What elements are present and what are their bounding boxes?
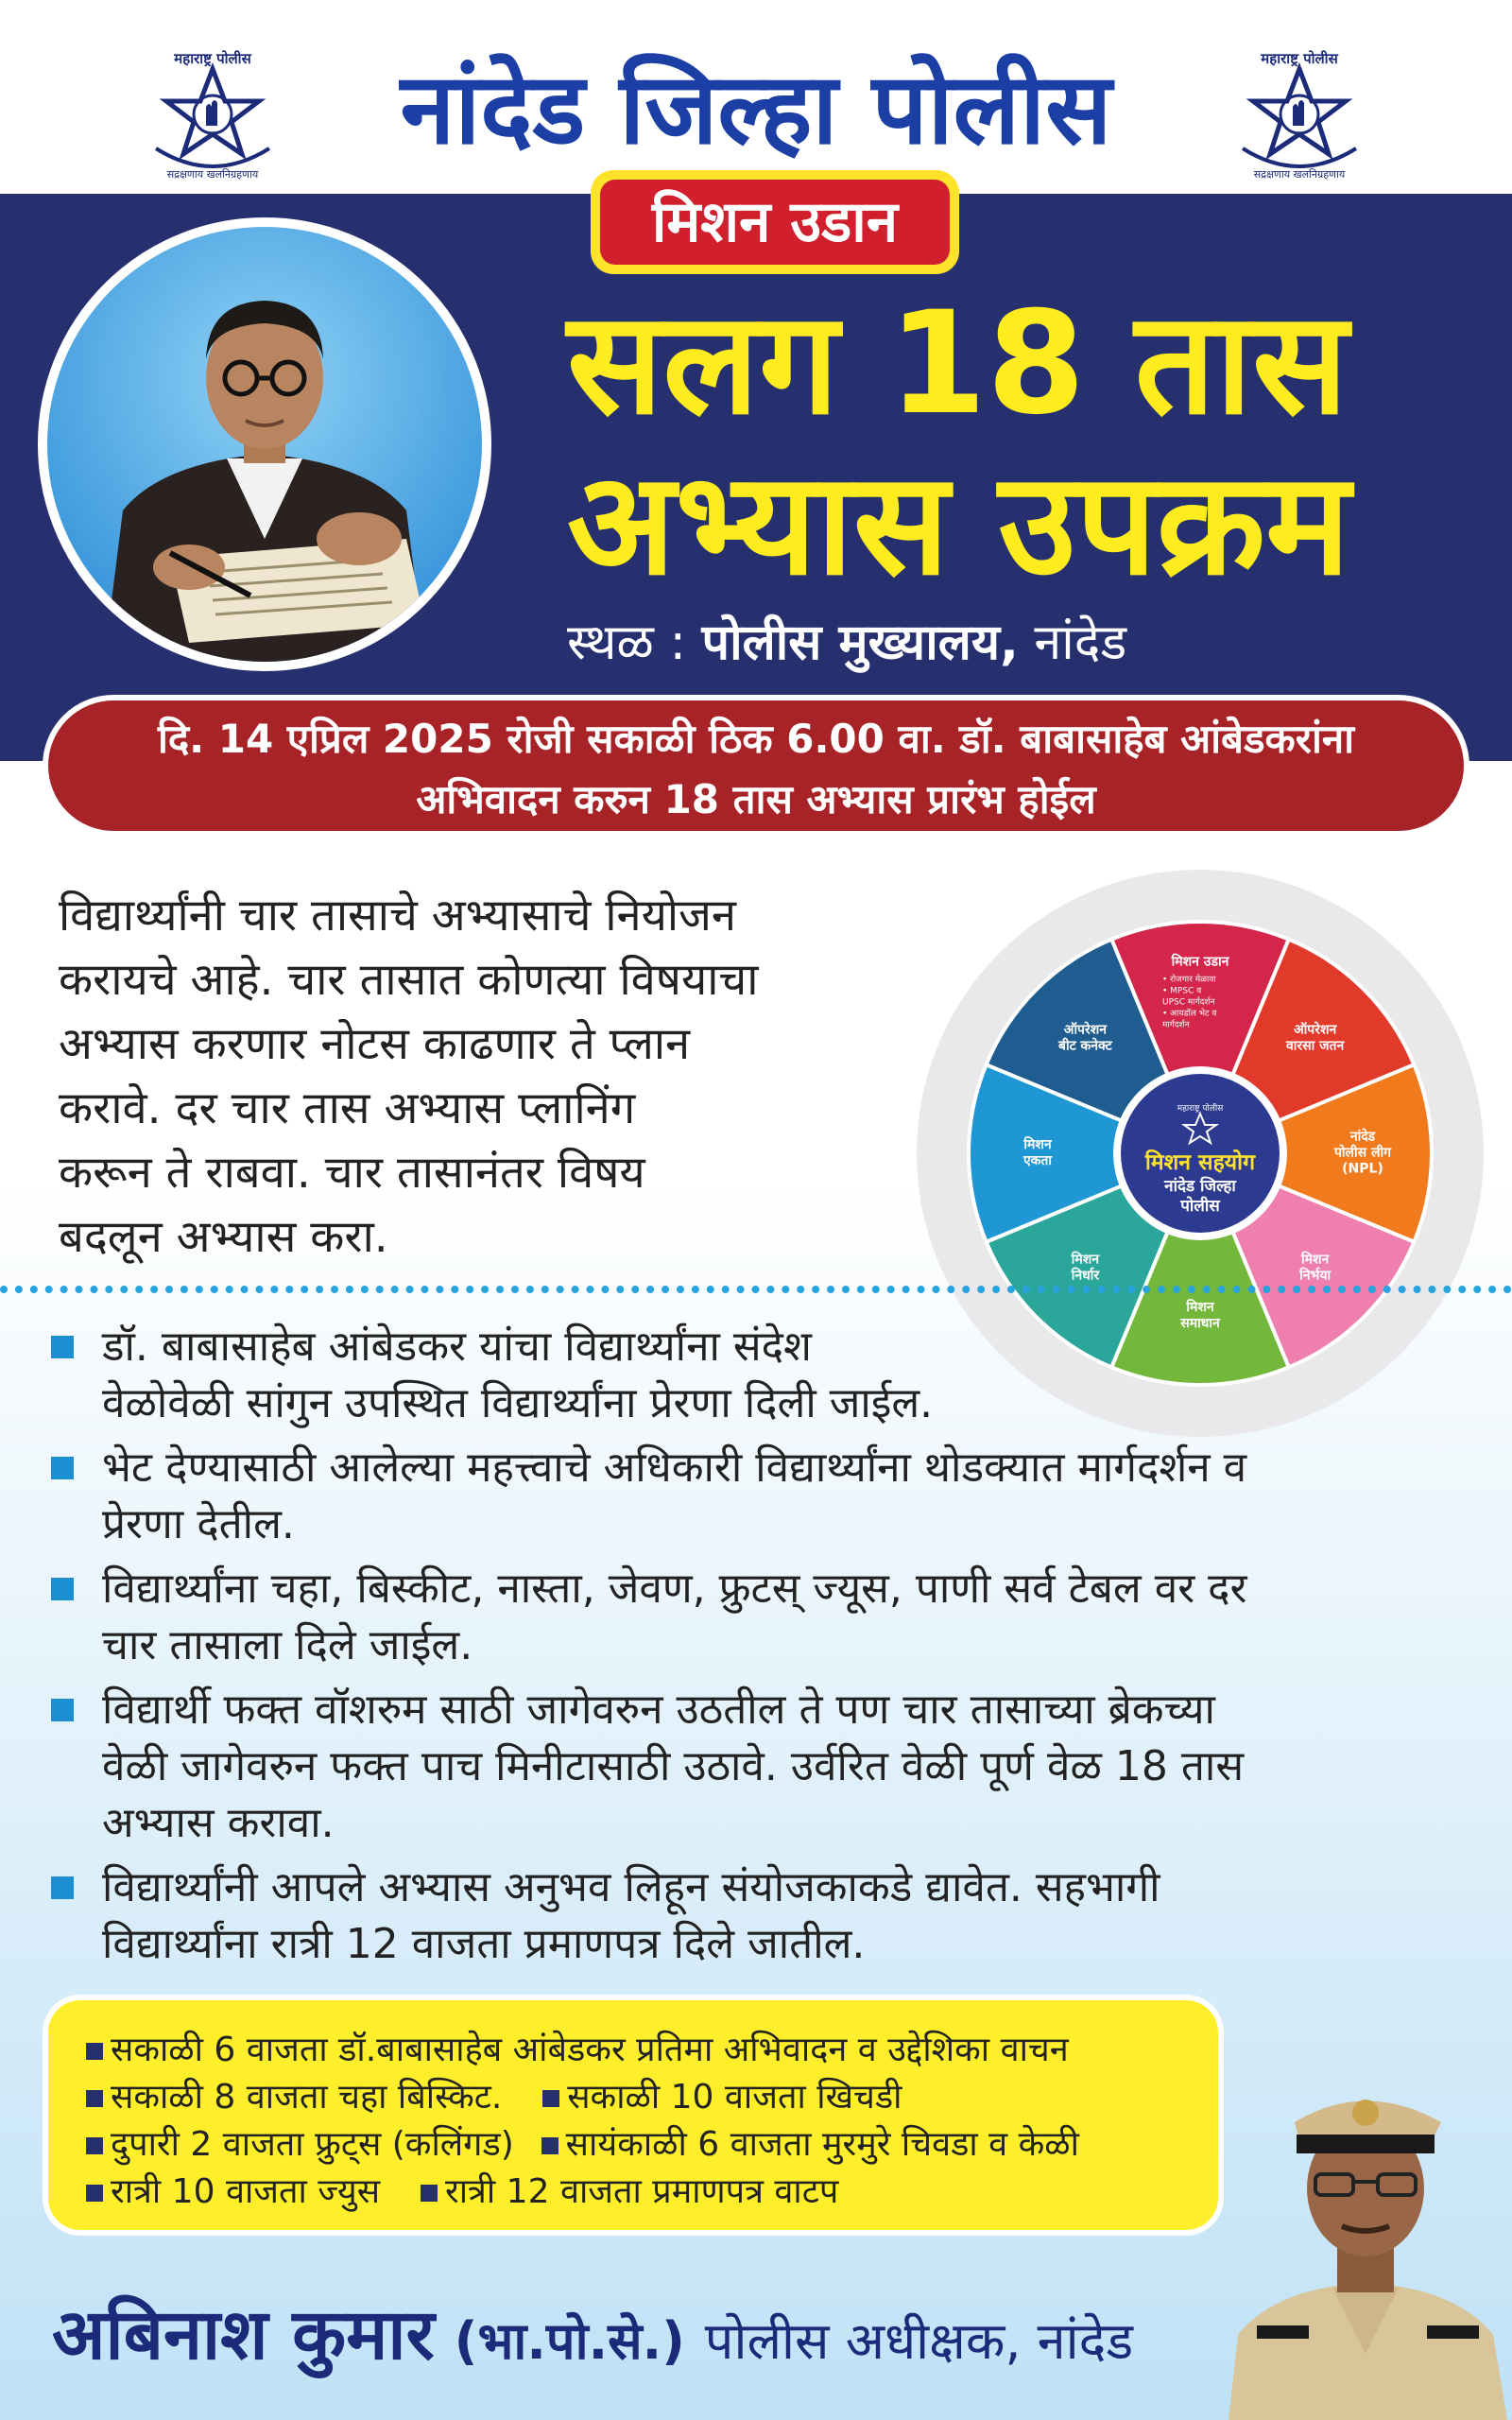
bullet-square-icon bbox=[51, 1578, 74, 1600]
wheel-center-line-2: नांदेड जिल्हा bbox=[1164, 1177, 1236, 1196]
list-item-line: विद्यार्थी फक्त वॉशरुम साठी जागेवरुन उठतील ते पण चार तासाच्या ब्रेकच्या bbox=[102, 1685, 1215, 1734]
list-item bbox=[47, 1859, 1484, 1973]
bullet-square-icon bbox=[51, 1336, 74, 1358]
wheel-segment-label: निर्भया bbox=[1299, 1268, 1332, 1284]
schedule-row bbox=[86, 2121, 1218, 2169]
officer-title: पोलीस अधीक्षक, नांदेड bbox=[704, 2311, 1134, 2371]
svg-text:सद्रक्षणाय खलनिग्रहणाय: सद्रक्षणाय खलनिग्रहणाय bbox=[166, 168, 259, 181]
headline-line-2: अभ्यास उपक्रम bbox=[567, 442, 1350, 607]
svg-text:सद्रक्षणाय खलनिग्रहणाय: सद्रक्षणाय खलनिग्रहणाय bbox=[1253, 168, 1346, 181]
wheel-segment-label: पोलीस लीग bbox=[1333, 1145, 1392, 1161]
list-item-line: भेट देण्यासाठी आलेल्या महत्त्वाचे अधिकारी विद्यार्थ्यांना थोडक्यात मार्गदर्शन व bbox=[102, 1443, 1247, 1492]
bullet-square-icon bbox=[541, 2137, 558, 2154]
date-banner bbox=[43, 695, 1469, 837]
intro-line: बदलून अभ्यास करा. bbox=[59, 1211, 388, 1263]
venue-place: पोलीस मुख्यालय, bbox=[701, 614, 1019, 671]
list-item-line: अभ्यास करावा. bbox=[102, 1799, 335, 1847]
bullet-square-icon bbox=[421, 2185, 438, 2202]
officer-name: अबिनाश कुमार bbox=[52, 2294, 435, 2376]
schedule-row bbox=[86, 2074, 1218, 2121]
wheel-segment-label: वारसा जतन bbox=[1285, 1038, 1345, 1054]
date-banner-line-2: अभिवादन करुन 18 तास अभ्यास प्रारंभ होईल bbox=[416, 776, 1096, 822]
wheel-segment-label: (NPL) bbox=[1342, 1161, 1383, 1177]
list-item-line: विद्यार्थ्यांना रात्री 12 वाजता प्रमाणपत्र दिले जातील. bbox=[102, 1920, 866, 1968]
ambedkar-portrait bbox=[38, 217, 491, 671]
schedule-row bbox=[86, 2027, 1218, 2074]
schedule-box bbox=[43, 1995, 1224, 2236]
svg-text:महाराष्ट्र पोलीस: महाराष्ट्र पोलीस bbox=[174, 50, 251, 67]
schedule-row bbox=[86, 2169, 1218, 2216]
date-banner-line-1: दि. 14 एप्रिल 2025 रोजी सकाळी ठिक 6.00 वा. डॉ. बाबासाहेब आंबेडकरांना bbox=[157, 716, 1355, 762]
bullet-square-icon bbox=[86, 2137, 103, 2154]
mission-badge bbox=[591, 170, 959, 274]
intro-line: करून ते राबवा. चार तासानंतर विषय bbox=[59, 1147, 645, 1199]
list-item-line: वेळी जागेवरुन फक्त पाच मिनीटासाठी उठावे. उर्वरित वेळी पूर्ण वेळ 18 तास bbox=[102, 1742, 1245, 1790]
list-item bbox=[47, 1682, 1484, 1852]
list-item-line: वेळोवेळी सांगुन उपस्थित विद्यार्थ्यांना प्रेरणा दिली जाईल. bbox=[102, 1379, 934, 1427]
intro-line: विद्यार्थ्यांनी चार तासाचे अभ्यासाचे नियोजन bbox=[59, 890, 737, 942]
venue-city: नांदेड bbox=[1034, 614, 1127, 671]
wheel-segment-label: मिशन bbox=[1186, 1300, 1214, 1315]
wheel-segment-label: निर्धार bbox=[1071, 1268, 1100, 1284]
schedule-item: सकाळी 6 वाजता डॉ.बाबासाहेब आंबेडकर प्रतिमा अभिवादन व उद्देशिका वाचन bbox=[111, 2031, 1069, 2069]
bullet-square-icon bbox=[51, 1876, 74, 1899]
bullet-square-icon bbox=[86, 2185, 103, 2202]
wheel-segment-label: मिशन bbox=[1300, 1252, 1330, 1268]
svg-text:महाराष्ट्र पोलीस: महाराष्ट्र पोलीस bbox=[1261, 50, 1338, 67]
wheel-segment-sublabel: • आयडॉल भेट व bbox=[1162, 1009, 1217, 1019]
wheel-segment-label: समाधान bbox=[1180, 1316, 1220, 1331]
officer-rank: (भा.पो.से.) bbox=[454, 2311, 685, 2371]
wheel-segment-label: एकता bbox=[1022, 1153, 1053, 1168]
schedule-item: सकाळी 8 वाजता चहा बिस्किट. bbox=[111, 2078, 503, 2117]
intro-line: अभ्यास करणार नोटस काढणार ते प्लान bbox=[59, 1018, 691, 1070]
police-emblem-icon bbox=[1219, 43, 1380, 184]
intro-line: करावे. दर चार तास अभ्यास प्लानिंग bbox=[59, 1082, 636, 1134]
list-item-line: विद्यार्थ्यांना चहा, बिस्कीट, नास्ता, जेवण, फ्रुटस् ज्यूस, पाणी सर्व टेबल वर दर bbox=[102, 1564, 1247, 1613]
venue-line bbox=[567, 605, 1126, 681]
wheel-segment-label: मिशन bbox=[1071, 1252, 1100, 1268]
list-item-line: चार तासाला दिले जाईल. bbox=[102, 1621, 473, 1669]
wheel-segment-label: मिशन उडान bbox=[1171, 954, 1229, 970]
bullet-square-icon bbox=[86, 2090, 103, 2107]
bullet-square-icon bbox=[51, 1699, 74, 1721]
wheel-segment-sublabel: • रोजगार मेळावा bbox=[1162, 975, 1216, 985]
police-emblem-icon bbox=[132, 43, 293, 184]
portrait-illustration bbox=[47, 227, 482, 662]
wheel-segment-sublabel: UPSC मार्गदर्शन bbox=[1162, 997, 1215, 1008]
bullet-square-icon bbox=[86, 2043, 103, 2060]
intro-line: करायचे आहे. चार तासात कोणत्या विषयाचा bbox=[59, 954, 759, 1006]
wheel-segment-label: ऑपरेशन bbox=[1293, 1022, 1337, 1038]
wheel-segment-label: मिशन bbox=[1023, 1137, 1052, 1152]
list-item-line: विद्यार्थ्यांनी आपले अभ्यास अनुभव लिहून संयोजकाकडे द्यावेत. सहभागी bbox=[102, 1863, 1160, 1911]
dotted-divider bbox=[0, 1286, 1512, 1293]
schedule-item: रात्री 12 वाजता प्रमाणपत्र वाटप bbox=[445, 2172, 839, 2211]
intro-paragraph bbox=[59, 884, 937, 1270]
bullet-square-icon bbox=[51, 1457, 74, 1479]
venue-label: स्थळ : bbox=[567, 614, 686, 671]
wheel-center-line-3: पोलीस bbox=[1180, 1197, 1220, 1216]
schedule-item: सायंकाळी 6 वाजता मुरमुरे चिवडा व केळी bbox=[565, 2125, 1079, 2164]
wheel-segment-sublabel: • MPSC व bbox=[1162, 986, 1202, 996]
list-item-line: प्रेरणा देतील. bbox=[102, 1500, 295, 1548]
signature-line bbox=[52, 2288, 1133, 2389]
list-item bbox=[47, 1440, 1484, 1553]
mission-badge-label: मिशन उडान bbox=[600, 180, 950, 265]
instruction-list bbox=[47, 1319, 1484, 1980]
wheel-segment-label: बीट कनेक्ट bbox=[1057, 1038, 1112, 1054]
bullet-square-icon bbox=[542, 2090, 559, 2107]
officer-portrait bbox=[1219, 2023, 1512, 2420]
wheel-segment-sublabel: मार्गदर्शन bbox=[1162, 1020, 1190, 1030]
wheel-center-title: मिशन सहयोग bbox=[1144, 1150, 1256, 1175]
headline-line-1: सलग 18 तास bbox=[567, 282, 1349, 446]
schedule-item: दुपारी 2 वाजता फ्रुट्स (कलिंगड) bbox=[111, 2125, 514, 2164]
district-title: नांदेड जिल्हा पोलीस bbox=[400, 51, 1112, 166]
wheel-segment-label: नांदेड bbox=[1349, 1129, 1376, 1145]
list-item bbox=[47, 1319, 1484, 1432]
list-item-line: डॉ. बाबासाहेब आंबेडकर यांचा विद्यार्थ्यांना संदेश bbox=[102, 1322, 812, 1371]
schedule-item: सकाळी 10 वाजता खिचडी bbox=[567, 2078, 902, 2117]
wheel-center-logo-text: महाराष्ट्र पोलीस bbox=[1177, 1104, 1224, 1114]
wheel-segment-label: ऑपरेशन bbox=[1063, 1022, 1108, 1038]
list-item bbox=[47, 1561, 1484, 1674]
schedule-item: रात्री 10 वाजता ज्युस bbox=[111, 2172, 381, 2211]
